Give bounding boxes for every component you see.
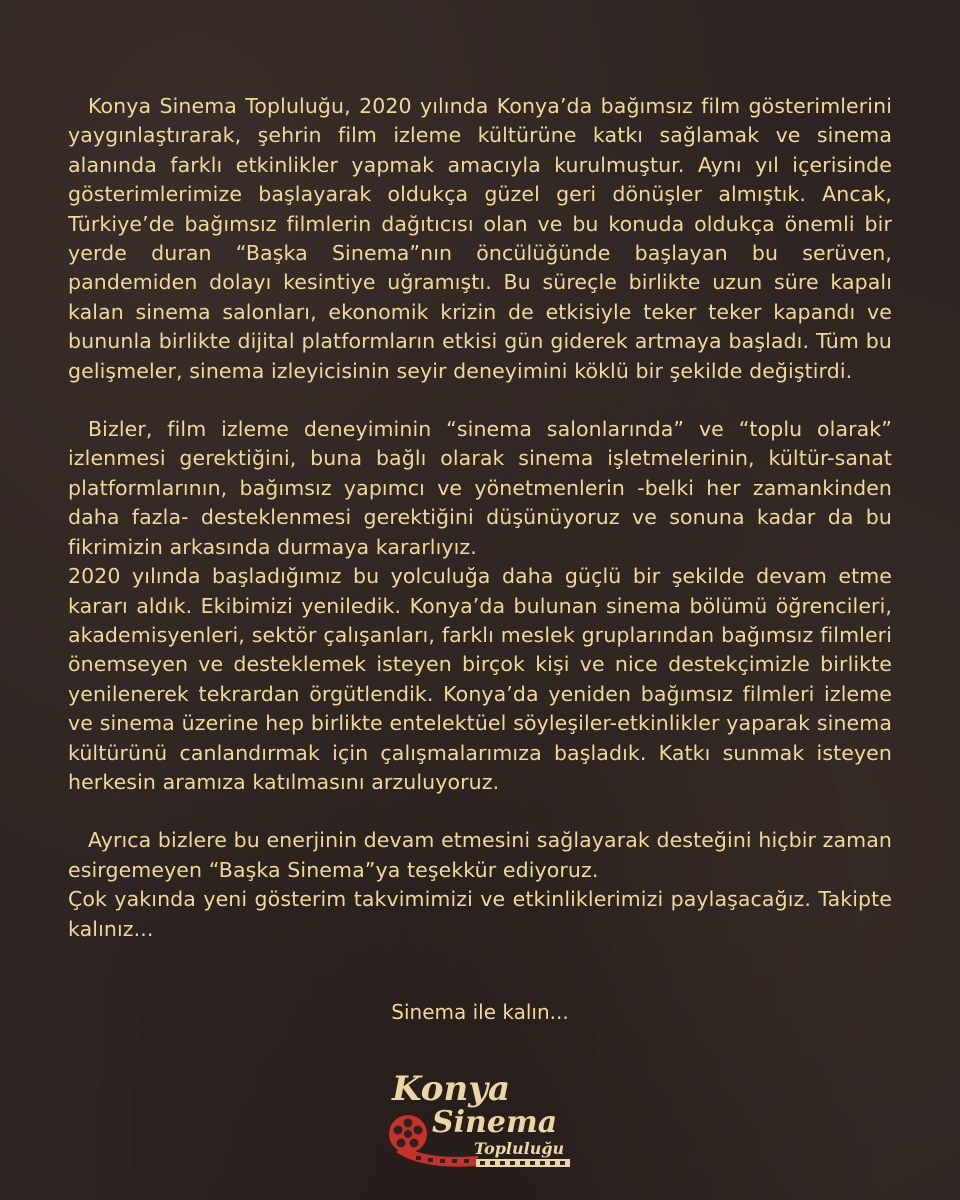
logo-line-toplulugu: Topluluğu [474, 1139, 565, 1158]
logo-line-konya: Konya [392, 1069, 510, 1109]
konya-sinema-logo [382, 1066, 582, 1172]
film-reel-icon [389, 1115, 427, 1153]
statement-body [68, 92, 892, 944]
paragraph-announcement: Çok yakında yeni gösterim takvimimizi ve etkinliklerimizi paylaşacağız. Takipte kalınız... [68, 887, 892, 941]
paragraph-thanks: Ayrıca bizlere bu enerjinin devam etmesini sağlayarak desteğini hiçbir zaman esirgemeyen “Başka Sinema”ya teşekkür ediyoruz. [68, 828, 893, 882]
logo-graphic [382, 1066, 582, 1172]
paragraph-belief: Bizler, film izleme deneyiminin “sinema salonlarında” ve “toplu olarak” izlenmesi gerektiğini, buna bağlı olarak sinema işletmelerinin, kültür-sanat platformlarının, bağımsız yapımcı ve yönetmenlerin -belki her zamankinden daha fazla- desteklenmesi gerektiğini düşünüyoruz ve sonuna kadar da bu fikrimizin arkasında durmaya kararlıyız. [68, 417, 892, 559]
perforation-strip [476, 1159, 570, 1167]
paragraph-history: Konya Sinema Topluluğu, 2020 yılında Konya’da bağımsız film gösterimlerini yaygınlaştırarak, şehrin film izleme kültürüne katkı sağlamak ve sinema alanında farklı etkinlikler yapmak amacıyla kurulmuştur. Aynı yıl içerisinde gösterimlerimize başlayarak oldukça güzel geri dönüşler almıştık. Ancak, Türkiye’de bağımsız filmlerin dağıtıcısı olan ve bu konuda oldukça önemli bir yerde duran “Başka Sinema”nın öncülüğünde başlayan bu serüven, pandemiden dolayı kesintiye uğramıştı. Bu süreçle birlikte uzun süre kapalı kalan sinema salonları, ekonomik krizin de etkisiyle teker teker kapandı ve bununla birlikte dijital platformların etkisi gün giderek artmaya başladı. Tüm bu gelişmeler, sinema izleyicisinin seyir deneyimini köklü bir şekilde değiştirdi. [68, 94, 892, 383]
signoff-text: Sinema ile kalın... [391, 1000, 569, 1024]
logo-line-sinema: Sinema [432, 1105, 558, 1140]
paragraph-renewal: 2020 yılında başladığımız bu yolculuğa daha güçlü bir şekilde devam etme kararı aldık. Ekibimizi yeniledik. Konya’da bulunan sinema bölümü öğrencileri, akademisyenleri, sektör çalışanları, farklı meslek gruplarından bağımsız filmleri önemseyen ve desteklemek isteyen birçok kişi ve nice destekçimizle birlikte yenilenerek tekrardan örgütlendik. Konya’da yeniden bağımsız filmleri izleme ve sinema üzerine hep birlikte entelektüel söyleşiler-etkinlikler yaparak sinema kültürünü canlandırmak için çalışmalarımıza başladık. Katkı sunmak isteyen herkesin aramıza katılmasını arzuluyoruz. [68, 564, 892, 794]
